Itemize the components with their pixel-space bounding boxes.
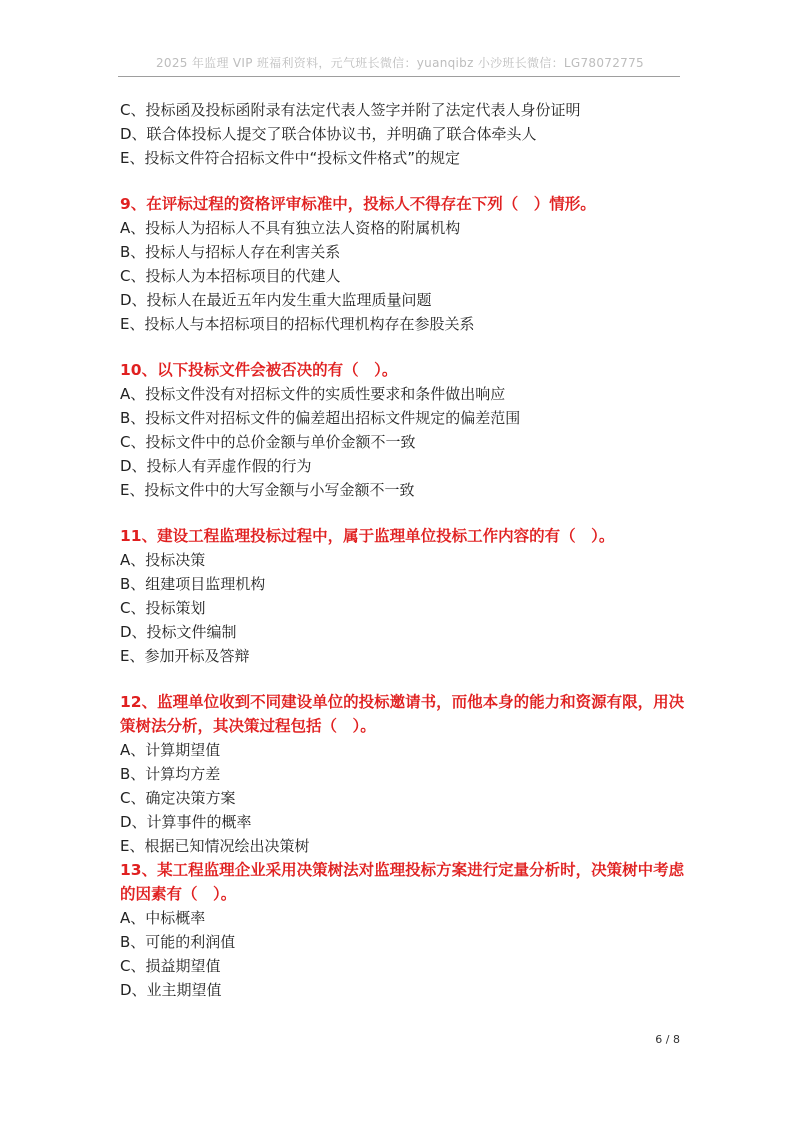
- question-title: 11、建设工程监理投标过程中，属于监理单位投标工作内容的有（ ）。: [120, 527, 615, 545]
- option-c: C、投标策划: [120, 599, 206, 617]
- option-d: D、投标人有弄虚作假的行为: [120, 457, 312, 475]
- page-number: 6 / 8: [655, 1033, 680, 1046]
- question-11: [120, 524, 690, 668]
- question-title: 10、以下投标文件会被否决的有（ ）。: [120, 361, 398, 379]
- question-title: 13、某工程监理企业采用决策树法对监理投标方案进行定量分析时，决策树中考虑的因素有（ ）。: [120, 861, 685, 903]
- option-c: C、投标文件中的总价金额与单价金额不一致: [120, 433, 416, 451]
- option-c: C、损益期望值: [120, 957, 221, 975]
- option-d: D、投标文件编制: [120, 623, 237, 641]
- option-d: D、业主期望值: [120, 981, 222, 999]
- page-header: 2025 年监理 VIP 班福利资料，元气班长微信：yuanqibz 小沙班长微信：LG78072775: [156, 56, 644, 70]
- option-e: E、参加开标及答辩: [120, 647, 250, 665]
- option-a: A、投标决策: [120, 551, 206, 569]
- option-c: C、投标人为本招标项目的代建人: [120, 267, 341, 285]
- option-b: B、可能的利润值: [120, 933, 236, 951]
- option-d: D、联合体投标人提交了联合体协议书，并明确了联合体牵头人: [120, 125, 537, 143]
- option-b: B、投标人与招标人存在利害关系: [120, 243, 341, 261]
- option-d: D、计算事件的概率: [120, 813, 252, 831]
- question-title: 12、监理单位收到不同建设单位的投标邀请书，而他本身的能力和资源有限，用决策树法分析，其决策过程包括（ ）。: [120, 693, 685, 735]
- question-9: [120, 192, 690, 336]
- option-a: A、计算期望值: [120, 741, 221, 759]
- option-e: E、投标人与本招标项目的招标代理机构存在参股关系: [120, 315, 475, 333]
- option-e: E、投标文件中的大写金额与小写金额不一致: [120, 481, 415, 499]
- option-b: B、投标文件对招标文件的偏差超出招标文件规定的偏差范围: [120, 409, 521, 427]
- option-e: E、投标文件符合招标文件中“投标文件格式”的规定: [120, 149, 461, 167]
- option-e: E、根据已知情况绘出决策树: [120, 837, 310, 855]
- option-b: B、计算均方差: [120, 765, 221, 783]
- question-12: [120, 690, 690, 858]
- header-divider: [118, 76, 680, 77]
- document-body: [120, 98, 690, 1002]
- question-title: 9、在评标过程的资格评审标准中，投标人不得存在下列（ ）情形。: [120, 195, 596, 213]
- option-d: D、投标人在最近五年内发生重大监理质量问题: [120, 291, 432, 309]
- option-a: A、投标文件没有对招标文件的实质性要求和条件做出响应: [120, 385, 506, 403]
- option-a: A、投标人为招标人不具有独立法人资格的附属机构: [120, 219, 461, 237]
- option-c: C、投标函及投标函附录有法定代表人签字并附了法定代表人身份证明: [120, 101, 581, 119]
- previous-question-options: [120, 98, 690, 170]
- question-13: [120, 858, 690, 1002]
- option-a: A、中标概率: [120, 909, 206, 927]
- option-b: B、组建项目监理机构: [120, 575, 266, 593]
- question-10: [120, 358, 690, 502]
- option-c: C、确定决策方案: [120, 789, 236, 807]
